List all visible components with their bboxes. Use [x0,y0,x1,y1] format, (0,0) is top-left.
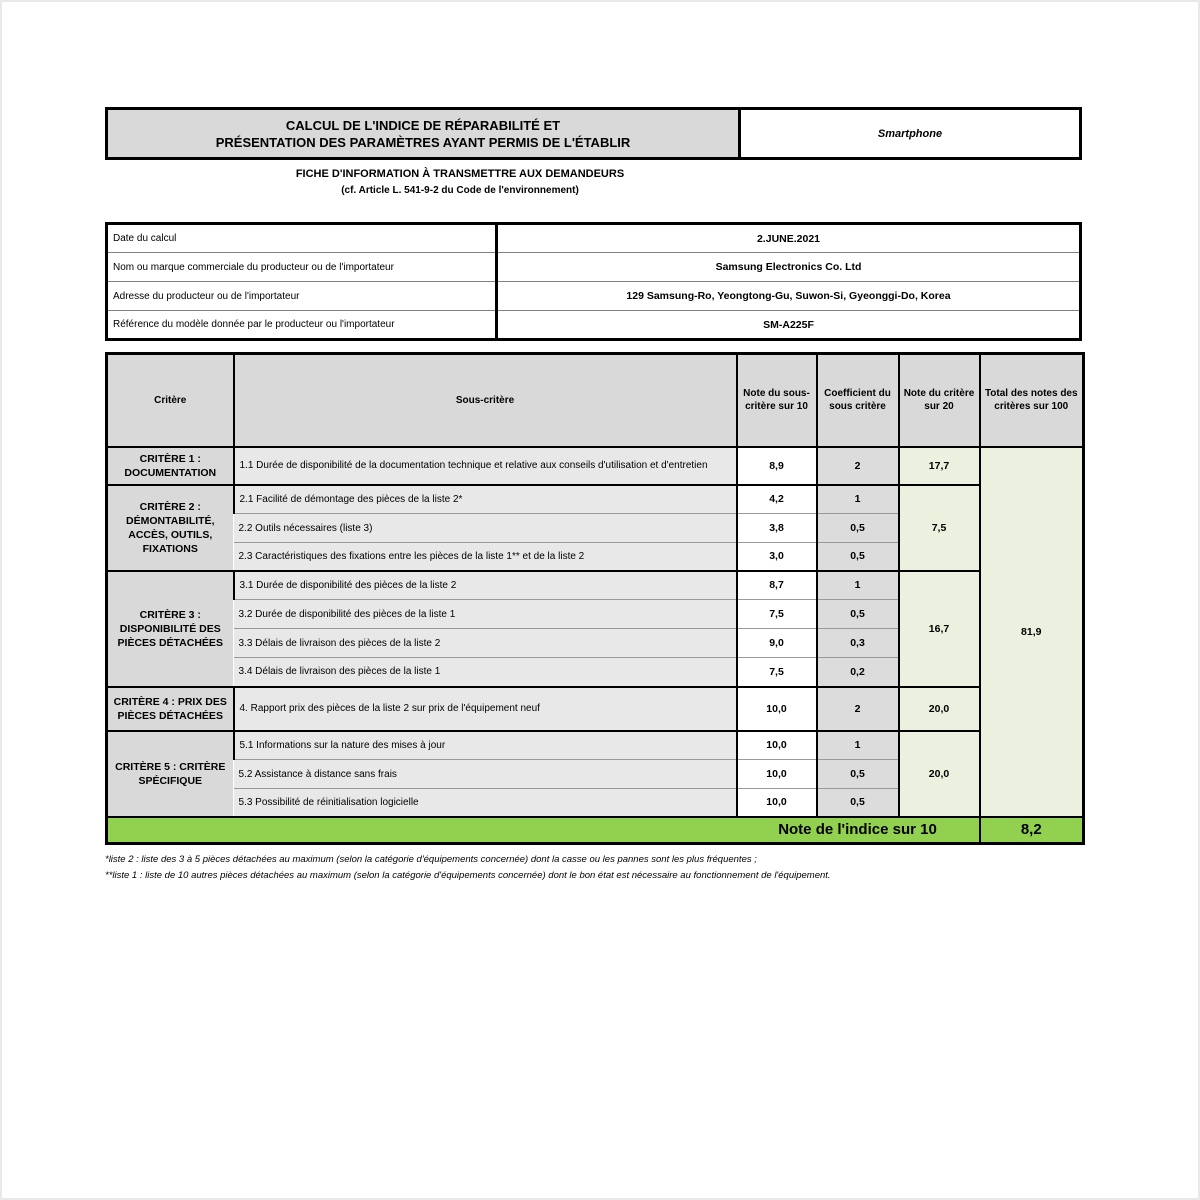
subcriterion-1-1-note: 8,9 [737,447,817,485]
criterion-4-note: 20,0 [899,687,980,731]
subcriterion-5-1-note: 10,0 [737,731,817,760]
subcriterion-5-3-label: 5.3 Possibilité de réinitialisation logicielle [234,789,737,817]
criterion-3-note: 16,7 [899,571,980,687]
subcriterion-2-2-label: 2.2 Outils nécessaires (liste 3) [234,514,737,543]
info-value-producer: Samsung Electronics Co. Ltd [497,253,1081,282]
subcriterion-3-3-coef: 0,3 [817,629,899,658]
subcriterion-5-3-coef: 0,5 [817,789,899,817]
subcriterion-5-3-note: 10,0 [737,789,817,817]
subtitle-block [105,168,815,196]
subcriterion-3-1-label: 3.1 Durée de disponibilité des pièces de la liste 2 [234,571,737,600]
subcriterion-5-2-note: 10,0 [737,760,817,789]
criterion-1-label: CRITÈRE 1 : DOCUMENTATION [107,447,234,485]
subcriterion-2-3-coef: 0,5 [817,543,899,571]
subcriterion-5-1-coef: 1 [817,731,899,760]
total-notes-cell: 81,9 [980,447,1084,817]
info-label-date: Date du calcul [107,224,497,253]
info-label-producer: Nom ou marque commerciale du producteur ou de l'importateur [107,253,497,282]
header-note-critere: Note du critère sur 20 [899,354,980,447]
document-title [108,110,741,157]
subcriterion-1-1-coef: 2 [817,447,899,485]
subcriterion-3-4-label: 3.4 Délais de livraison des pièces de la liste 1 [234,658,737,687]
criterion-1-note: 17,7 [899,447,980,485]
table-row [107,447,1084,485]
subcriterion-2-3-label: 2.3 Caractéristiques des fixations entre les pièces de la liste 1** et de la liste 2 [234,543,737,571]
criterion-5-note: 20,0 [899,731,980,817]
table-row [107,282,1081,311]
final-index-row [107,817,1084,844]
criterion-2-note: 7,5 [899,485,980,571]
subcriterion-3-4-note: 7,5 [737,658,817,687]
info-label-model: Référence du modèle donnée par le producteur ou l'importateur [107,311,497,340]
subcriterion-4-coef: 2 [817,687,899,731]
document-title-block [105,107,1082,160]
subcriterion-5-1-label: 5.1 Informations sur la nature des mises à jour [234,731,737,760]
subcriterion-3-2-label: 3.2 Durée de disponibilité des pièces de la liste 1 [234,600,737,629]
subcriterion-2-1-coef: 1 [817,485,899,514]
final-row-spacer [107,817,737,844]
subcriterion-2-2-coef: 0,5 [817,514,899,543]
document-title-line2: PRÉSENTATION DES PARAMÈTRES AYANT PERMIS DE L'ÉTABLIR [215,134,631,150]
subcriterion-3-1-coef: 1 [817,571,899,600]
subcriterion-3-1-note: 8,7 [737,571,817,600]
subcriterion-3-4-coef: 0,2 [817,658,899,687]
table-row [107,485,1084,514]
subcriterion-3-3-note: 9,0 [737,629,817,658]
header-critere: Critère [107,354,234,447]
footnote-liste-1: **liste 1 : liste de 10 autres pièces détachées au maximum (selon la catégorie d'équipements concernée) dont le bon état est nécessaire au fonctionnement de l'équipement. [105,870,831,881]
table-row [107,687,1084,731]
subcriterion-4-label: 4. Rapport prix des pièces de la liste 2 sur prix de l'équipement neuf [234,687,737,731]
criterion-3-label: CRITÈRE 3 : DISPONIBILITÉ DES PIÈCES DÉTACHÉES [107,571,234,687]
subcriterion-3-3-label: 3.3 Délais de livraison des pièces de la liste 2 [234,629,737,658]
subcriterion-3-2-note: 7,5 [737,600,817,629]
criteria-table [105,352,1085,845]
subtitle-main: FICHE D'INFORMATION À TRANSMETTRE AUX DEMANDEURS [295,168,625,180]
criterion-2-label: CRITÈRE 2 : DÉMONTABILITÉ, ACCÈS, OUTILS, FIXATIONS [107,485,234,571]
table-row [107,253,1081,282]
subcriterion-4-note: 10,0 [737,687,817,731]
subcriterion-3-2-coef: 0,5 [817,600,899,629]
final-index-value: 8,2 [980,817,1084,844]
document-title-line1: CALCUL DE L'INDICE DE RÉPARABILITÉ ET [285,117,561,133]
subcriterion-2-1-note: 4,2 [737,485,817,514]
info-value-model: SM-A225F [497,311,1081,340]
product-category-cell [741,110,1079,157]
table-row [107,224,1081,253]
product-category: Smartphone [877,127,943,140]
final-index-label: Note de l'indice sur 10 [737,817,980,844]
subcriterion-5-2-label: 5.2 Assistance à distance sans frais [234,760,737,789]
footnotes-block [105,852,1082,884]
table-header-row [107,354,1084,447]
header-total: Total des notes des critères sur 100 [980,354,1084,447]
table-row [107,571,1084,600]
header-coefficient: Coefficient du sous critère [817,354,899,447]
criterion-5-label: CRITÈRE 5 : CRITÈRE SPÉCIFIQUE [107,731,234,817]
subcriterion-2-2-note: 3,8 [737,514,817,543]
table-row [107,311,1081,340]
header-note-sous-critere: Note du sous-critère sur 10 [737,354,817,447]
header-sous-critere: Sous-critère [234,354,737,447]
subcriterion-2-3-note: 3,0 [737,543,817,571]
info-value-address: 129 Samsung-Ro, Yeongtong-Gu, Suwon-Si, Gyeonggi-Do, Korea [497,282,1081,311]
subcriterion-2-1-label: 2.1 Facilité de démontage des pièces de la liste 2* [234,485,737,514]
subcriterion-1-1-label: 1.1 Durée de disponibilité de la documentation technique et relative aux conseils d'utilisation et d'entretien [234,447,737,485]
subtitle-legal-reference: (cf. Article L. 541-9-2 du Code de l'environnement) [341,185,579,196]
footnote-liste-2: *liste 2 : liste des 3 à 5 pièces détachées au maximum (selon la catégorie d'équipements concernée) dont la casse ou les pannes sont les plus fréquentes ; [105,854,757,865]
producer-info-table [105,222,1082,341]
info-label-address: Adresse du producteur ou de l'importateur [107,282,497,311]
info-value-date: 2.JUNE.2021 [756,232,821,245]
subcriterion-5-2-coef: 0,5 [817,760,899,789]
table-row [107,731,1084,760]
criterion-4-label: CRITÈRE 4 : PRIX DES PIÈCES DÉTACHÉES [107,687,234,731]
